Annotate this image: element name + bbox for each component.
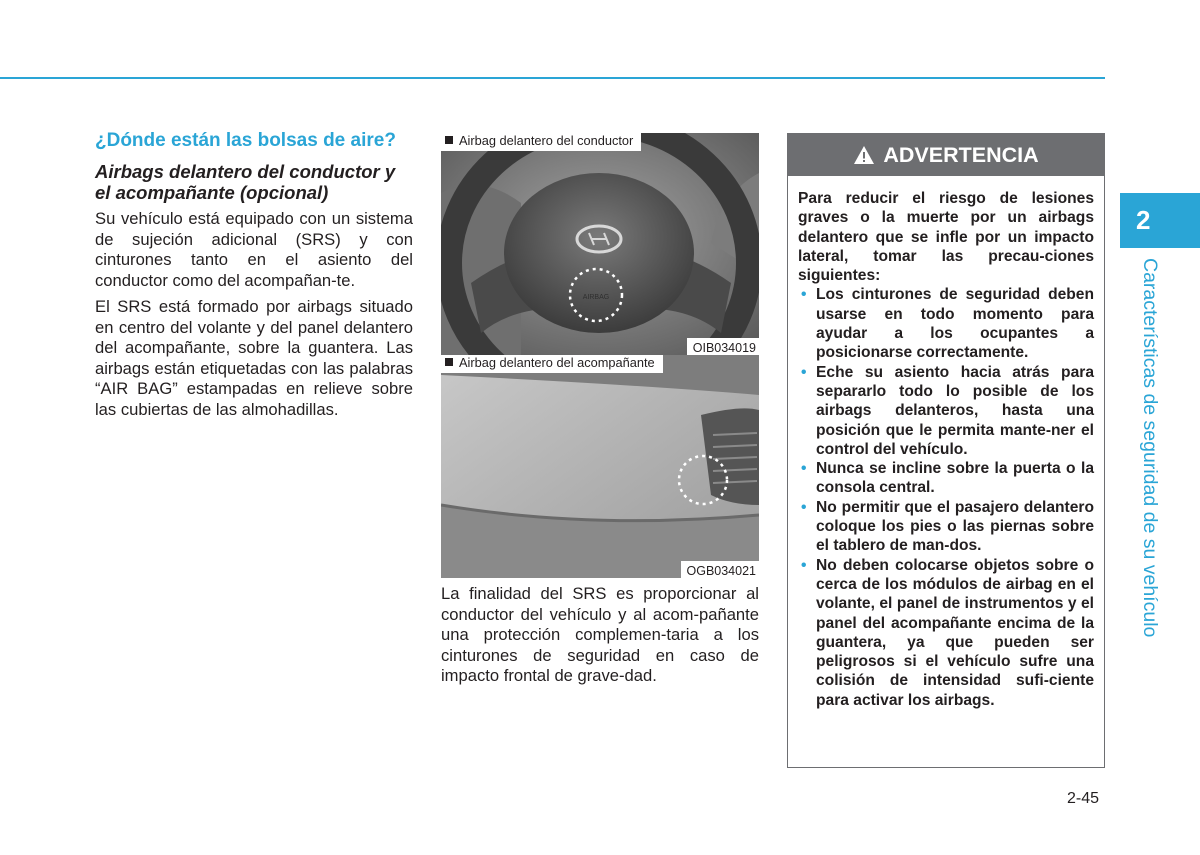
bullet-icon: • <box>801 460 807 478</box>
chapter-title: Características de seguridad de su vehículo <box>1139 258 1161 638</box>
warning-item: • No deben colocarse objetos sobre o cerca de los módulos de airbag en el volante, el panel de instrumentos y el panel del acompañante encima de la guantera, ya que pueden ser peligrosos si el vehículo sufre una colisión de intensidad sufi-ciente para activar los airbags. <box>801 556 1094 709</box>
caption-square-icon <box>445 358 453 366</box>
bullet-icon: • <box>801 363 807 381</box>
middle-column <box>441 133 759 703</box>
bullet-icon: • <box>801 286 807 304</box>
section-title: ¿Dónde están las bolsas de aire? <box>95 130 396 151</box>
chapter-tab: 2 <box>1120 193 1200 248</box>
warning-intro: Para reducir el riesgo de lesiones graves o la muerte por un airbags delantero que se infle por un impacto lateral, tomar las precau-ciones siguientes: <box>798 190 1094 285</box>
caption-text: Airbag delantero del acompañante <box>459 355 655 370</box>
caption-square-icon <box>445 136 453 144</box>
warning-list <box>798 285 1094 710</box>
warning-item: • Eche su asiento hacia atrás para separarlo todo lo posible de los airbags delanteros, hasta una posición que le permita mante-ner el control del vehículo. <box>801 363 1094 458</box>
bullet-icon: • <box>801 498 807 516</box>
warning-body <box>788 176 1104 710</box>
page-number: 2-45 <box>1067 790 1100 807</box>
caption-text: Airbag delantero del conductor <box>459 133 634 148</box>
warning-item: • Nunca se incline sobre la puerta o la consola central. <box>801 460 1094 497</box>
airbag-stamp-text: AIRBAG <box>582 294 610 301</box>
figure-passenger-airbag <box>441 355 759 578</box>
warning-item: • Los cinturones de seguridad deben usarse en todo momento para ayudar a los ocupantes a posicionarse correctamente. <box>801 286 1094 362</box>
bullet-icon: • <box>801 556 807 574</box>
subsection-title: Airbags delantero del conductor y el acompañante (opcional) <box>95 161 396 203</box>
body-paragraph-1: Su vehículo está equipado con un sistema de sujeción adicional (SRS) y con cinturones tanto en el asiento del conductor como del acompañan-te. <box>95 209 413 290</box>
warning-triangle-icon <box>853 145 875 165</box>
warning-item: • No permitir que el pasajero delantero coloque los pies o las piernas sobre el tablero de man-dos. <box>801 498 1094 555</box>
figure-code: OIB034019 <box>687 338 759 355</box>
dashboard-illustration <box>441 355 759 578</box>
figure-code: OGB034021 <box>681 561 760 578</box>
warning-title: ADVERTENCIA <box>883 143 1039 167</box>
figure-driver-airbag <box>441 133 759 355</box>
body-paragraph-2: El SRS está formado por airbags situado en centro del volante y del panel delantero del acompañante, sobre la guantera. Las airbags están etiquetadas con las palabras “AIR BAG” estampadas en relieve sobre las cubiertas de las almohadillas. <box>95 297 413 419</box>
figure-caption <box>441 133 641 151</box>
figure-caption <box>441 355 663 373</box>
steering-wheel-illustration <box>441 133 759 355</box>
left-column <box>95 130 413 426</box>
warning-header <box>788 134 1104 176</box>
header-rule <box>0 77 1105 79</box>
warning-box <box>787 133 1105 768</box>
middle-paragraph: La finalidad del SRS es proporcionar al conductor del vehículo y al acom-pañante una protección complemen-taria a los cinturones de seguridad en caso de impacto frontal de grave-dad. <box>441 584 759 685</box>
